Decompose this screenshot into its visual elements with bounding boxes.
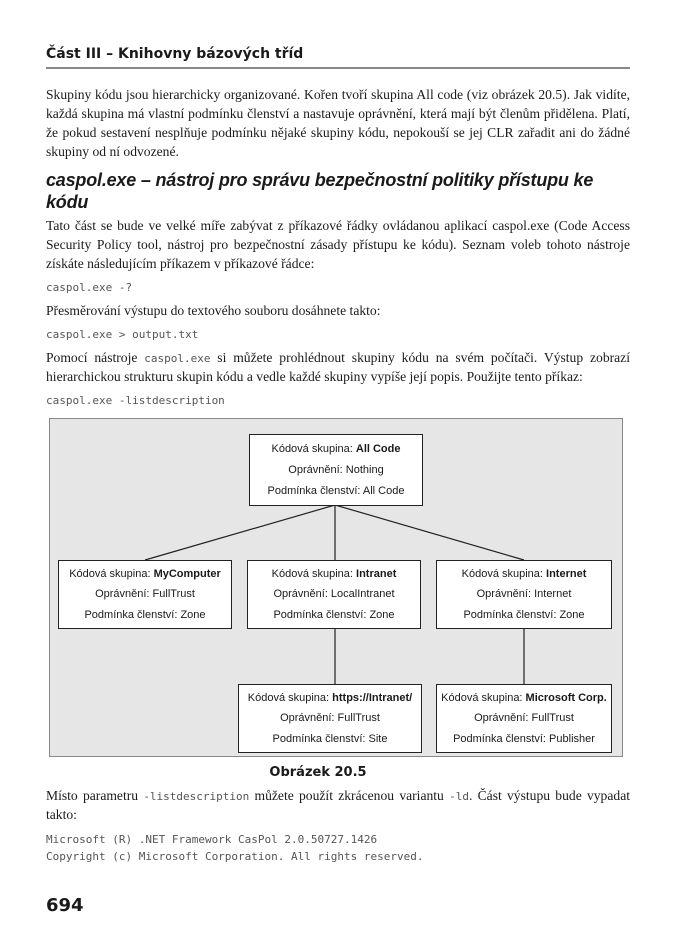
running-header: Část III – Knihovny bázových tříd (46, 44, 630, 69)
code-block: Microsoft (R) .NET Framework CasPol 2.0.50727.1426 Copyright (c) Microsoft Corporation. All rights reserved. (46, 833, 424, 863)
code-group-node-internet: Kódová skupina: Internet Oprávnění: Internet Podmínka členství: Zone (436, 560, 612, 629)
paragraph: Skupiny kódu jsou hierarchicky organizované. Kořen tvoří skupina All code (viz obrázek 20.5). Jak vidíte, každá skupina má vlastní podmínku členství a nastavuje oprávnění, která mají být členům přidělena. Platí, že pokud sestavení nesplňuje podmínku nějaké skupiny kódu, nepokouší se jej CLR zařadit ani do žádné skupiny od ní odvozené. (46, 87, 630, 159)
paragraph: Místo parametru -listdescription můžete použít zkrácenou variantu -ld. Část výstupu bude vypadat takto: (46, 788, 630, 822)
paragraph (46, 348, 630, 386)
section-heading: caspol.exe – nástroj pro správu bezpečnostní politiky přístupu ke kódu (46, 170, 594, 212)
code-group-node-all-code: Kódová skupina: All Code Oprávnění: Nothing Podmínka členství: All Code (249, 434, 423, 506)
code-line: caspol.exe > output.txt (46, 328, 199, 341)
page-number: 694 (46, 895, 84, 916)
paragraph: Tato část se bude ve velké míře zabývat z příkazové řádky ovládanou aplikací caspol.exe (Code Access Security Policy tool, nástroj pro bezpečnostní zásady přístupu ke kódu). Seznam voleb tohoto nástroje získáte následujícím příkazem v příkazové řádce: (46, 218, 630, 271)
inline-code: -listdescription (143, 790, 250, 803)
figure-caption: Obrázek 20.5 (269, 765, 367, 780)
connector (335, 505, 524, 560)
text: Pomocí nástroje (46, 350, 145, 365)
page-content (46, 44, 630, 865)
code-group-node-mycomputer: Kódová skupina: MyComputer Oprávnění: FullTrust Podmínka členství: Zone (58, 560, 232, 629)
code-group-node-https-intranet: Kódová skupina: https://Intranet/ Oprávnění: FullTrust Podmínka členství: Site (238, 684, 422, 753)
paragraph: Přesměrování výstupu do textového souboru dosáhnete takto: (46, 303, 381, 318)
code-group-node-intranet: Kódová skupina: Intranet Oprávnění: LocalIntranet Podmínka členství: Zone (247, 560, 421, 629)
figure (46, 418, 630, 764)
code-group-node-microsoft-corp: Kódová skupina: Microsoft Corp. Oprávnění: FullTrust Podmínka členství: Publisher (436, 684, 612, 753)
inline-code: caspol.exe (144, 352, 211, 365)
code-line: caspol.exe -? (46, 281, 133, 294)
inline-code: -ld (449, 790, 469, 803)
text: si můžete prohlédnout skupiny kódu na svém počítači. Výstup zobrazí hierarchickou strukturu skupin kódu a vedle každé skupiny vypíše její popis. Použijte tento příkaz: (46, 350, 630, 384)
connector (145, 505, 335, 560)
code-line: caspol.exe -listdescription (46, 394, 225, 407)
